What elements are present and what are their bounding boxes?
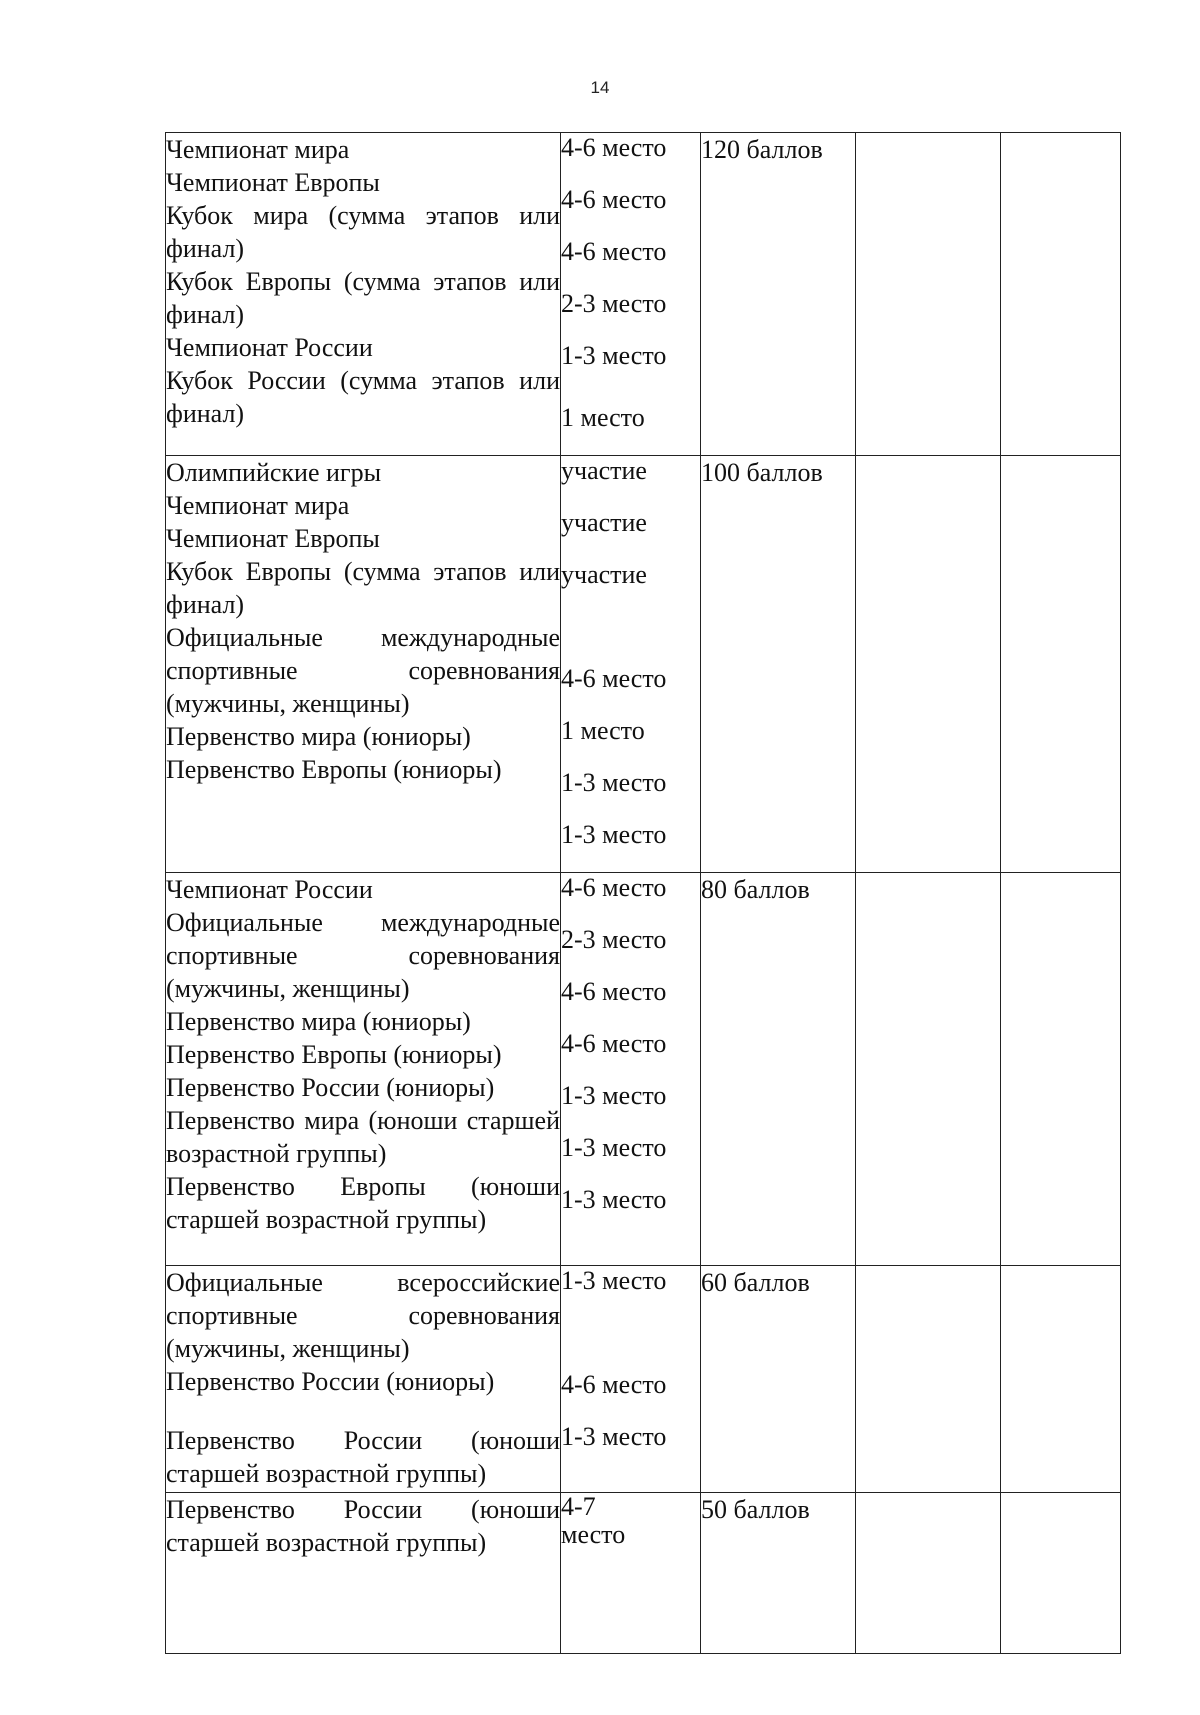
- table-row: [166, 1266, 1121, 1493]
- event-item: Чемпионат Европы: [166, 168, 380, 197]
- events-cell: [166, 456, 561, 873]
- events-cell: [166, 1493, 561, 1654]
- places-cell: [561, 1266, 701, 1493]
- empty-cell: [856, 133, 1001, 456]
- empty-cell: [856, 873, 1001, 1266]
- page-number: 14: [590, 78, 610, 97]
- event-item: Чемпионат мира: [166, 491, 350, 520]
- event-item: Первенство России (юниоры): [166, 1367, 495, 1396]
- event-item: Чемпионат России: [166, 333, 373, 362]
- place-item: 1 место: [561, 716, 645, 745]
- empty-cell: [1001, 1266, 1121, 1493]
- place-item: 2-3 место: [561, 289, 667, 318]
- place-item: 1-3 место: [561, 1081, 667, 1110]
- place-item: участие: [561, 456, 647, 485]
- table-row: [166, 456, 1121, 873]
- event-item: Первенство Европы (юниоры): [166, 1040, 502, 1069]
- event-item: Кубок Европы (сумма этапов или финал): [166, 557, 560, 619]
- event-item: Чемпионат России: [166, 875, 373, 904]
- place-item: 1-3 место: [561, 1266, 667, 1295]
- awards-table: [165, 132, 1121, 1654]
- place-item: 2-3 место: [561, 925, 667, 954]
- place-item: 4-6 место: [561, 1370, 667, 1399]
- events-cell: [166, 873, 561, 1266]
- event-item: Официальные международные спортивные соревнования (мужчины, женщины): [166, 623, 560, 718]
- empty-cell: [1001, 456, 1121, 873]
- empty-cell: [1001, 873, 1121, 1266]
- table-row: [166, 1493, 1121, 1654]
- event-item: Первенство России (юноши старшей возрастной группы): [166, 1426, 560, 1488]
- table-row: [166, 133, 1121, 456]
- place-item: 1-3 место: [561, 1133, 667, 1162]
- place-item: 4-6 место: [561, 185, 667, 214]
- event-item: Первенство мира (юниоры): [166, 722, 471, 751]
- place-item: 4-6 место: [561, 977, 667, 1006]
- place-item: участие: [561, 560, 647, 589]
- place-item: 1-3 место: [561, 1185, 667, 1214]
- empty-cell: [1001, 133, 1121, 456]
- points-cell: 80 баллов: [701, 873, 856, 1266]
- place-item: 1 место: [561, 403, 645, 432]
- empty-cell: [856, 1266, 1001, 1493]
- place-item: 1-3 место: [561, 1422, 667, 1451]
- place-item: 1-3 место: [561, 820, 667, 849]
- empty-cell: [856, 456, 1001, 873]
- points-cell: 120 баллов: [701, 133, 856, 456]
- place-item: 1-3 место: [561, 768, 667, 797]
- event-item: Кубок мира (сумма этапов или финал): [166, 201, 560, 263]
- places-cell: [561, 1493, 701, 1654]
- place-item: 4-6 место: [561, 133, 667, 162]
- points-cell: 100 баллов: [701, 456, 856, 873]
- place-item: 4-6 место: [561, 1029, 667, 1058]
- event-item: Первенство Европы (юноши старшей возрастной группы): [166, 1172, 560, 1234]
- place-item: участие: [561, 508, 647, 537]
- events-cell: [166, 133, 561, 456]
- empty-cell: [1001, 1493, 1121, 1654]
- event-item: Официальные всероссийские спортивные соревнования (мужчины, женщины): [166, 1268, 560, 1363]
- event-item: Чемпионат Европы: [166, 524, 380, 553]
- event-item: Первенство Европы (юниоры): [166, 755, 502, 784]
- places-cell: [561, 133, 701, 456]
- event-item: Первенство России (юноши старшей возрастной группы): [166, 1495, 560, 1557]
- points-cell: 60 баллов: [701, 1266, 856, 1493]
- table-row: [166, 873, 1121, 1266]
- place-item: 4-6 место: [561, 873, 667, 902]
- event-item: Чемпионат мира: [166, 135, 350, 164]
- event-item: Кубок России (сумма этапов или финал): [166, 366, 560, 428]
- event-item: Кубок Европы (сумма этапов или финал): [166, 267, 560, 329]
- places-cell: [561, 456, 701, 873]
- events-cell: [166, 1266, 561, 1493]
- place-item: 1-3 место: [561, 341, 667, 370]
- event-item: Первенство мира (юниоры): [166, 1007, 471, 1036]
- places-cell: [561, 873, 701, 1266]
- place-item: 4-6 место: [561, 237, 667, 266]
- points-cell: 50 баллов: [701, 1493, 856, 1654]
- event-item: Первенство России (юниоры): [166, 1073, 495, 1102]
- event-item: Олимпийские игры: [166, 458, 382, 487]
- empty-cell: [856, 1493, 1001, 1654]
- event-item: Официальные международные спортивные соревнования (мужчины, женщины): [166, 908, 560, 1003]
- event-item: Первенство мира (юноши старшей возрастной группы): [166, 1106, 560, 1168]
- place-item: 4-6 место: [561, 664, 667, 693]
- place-item: 4-7 место: [561, 1492, 626, 1549]
